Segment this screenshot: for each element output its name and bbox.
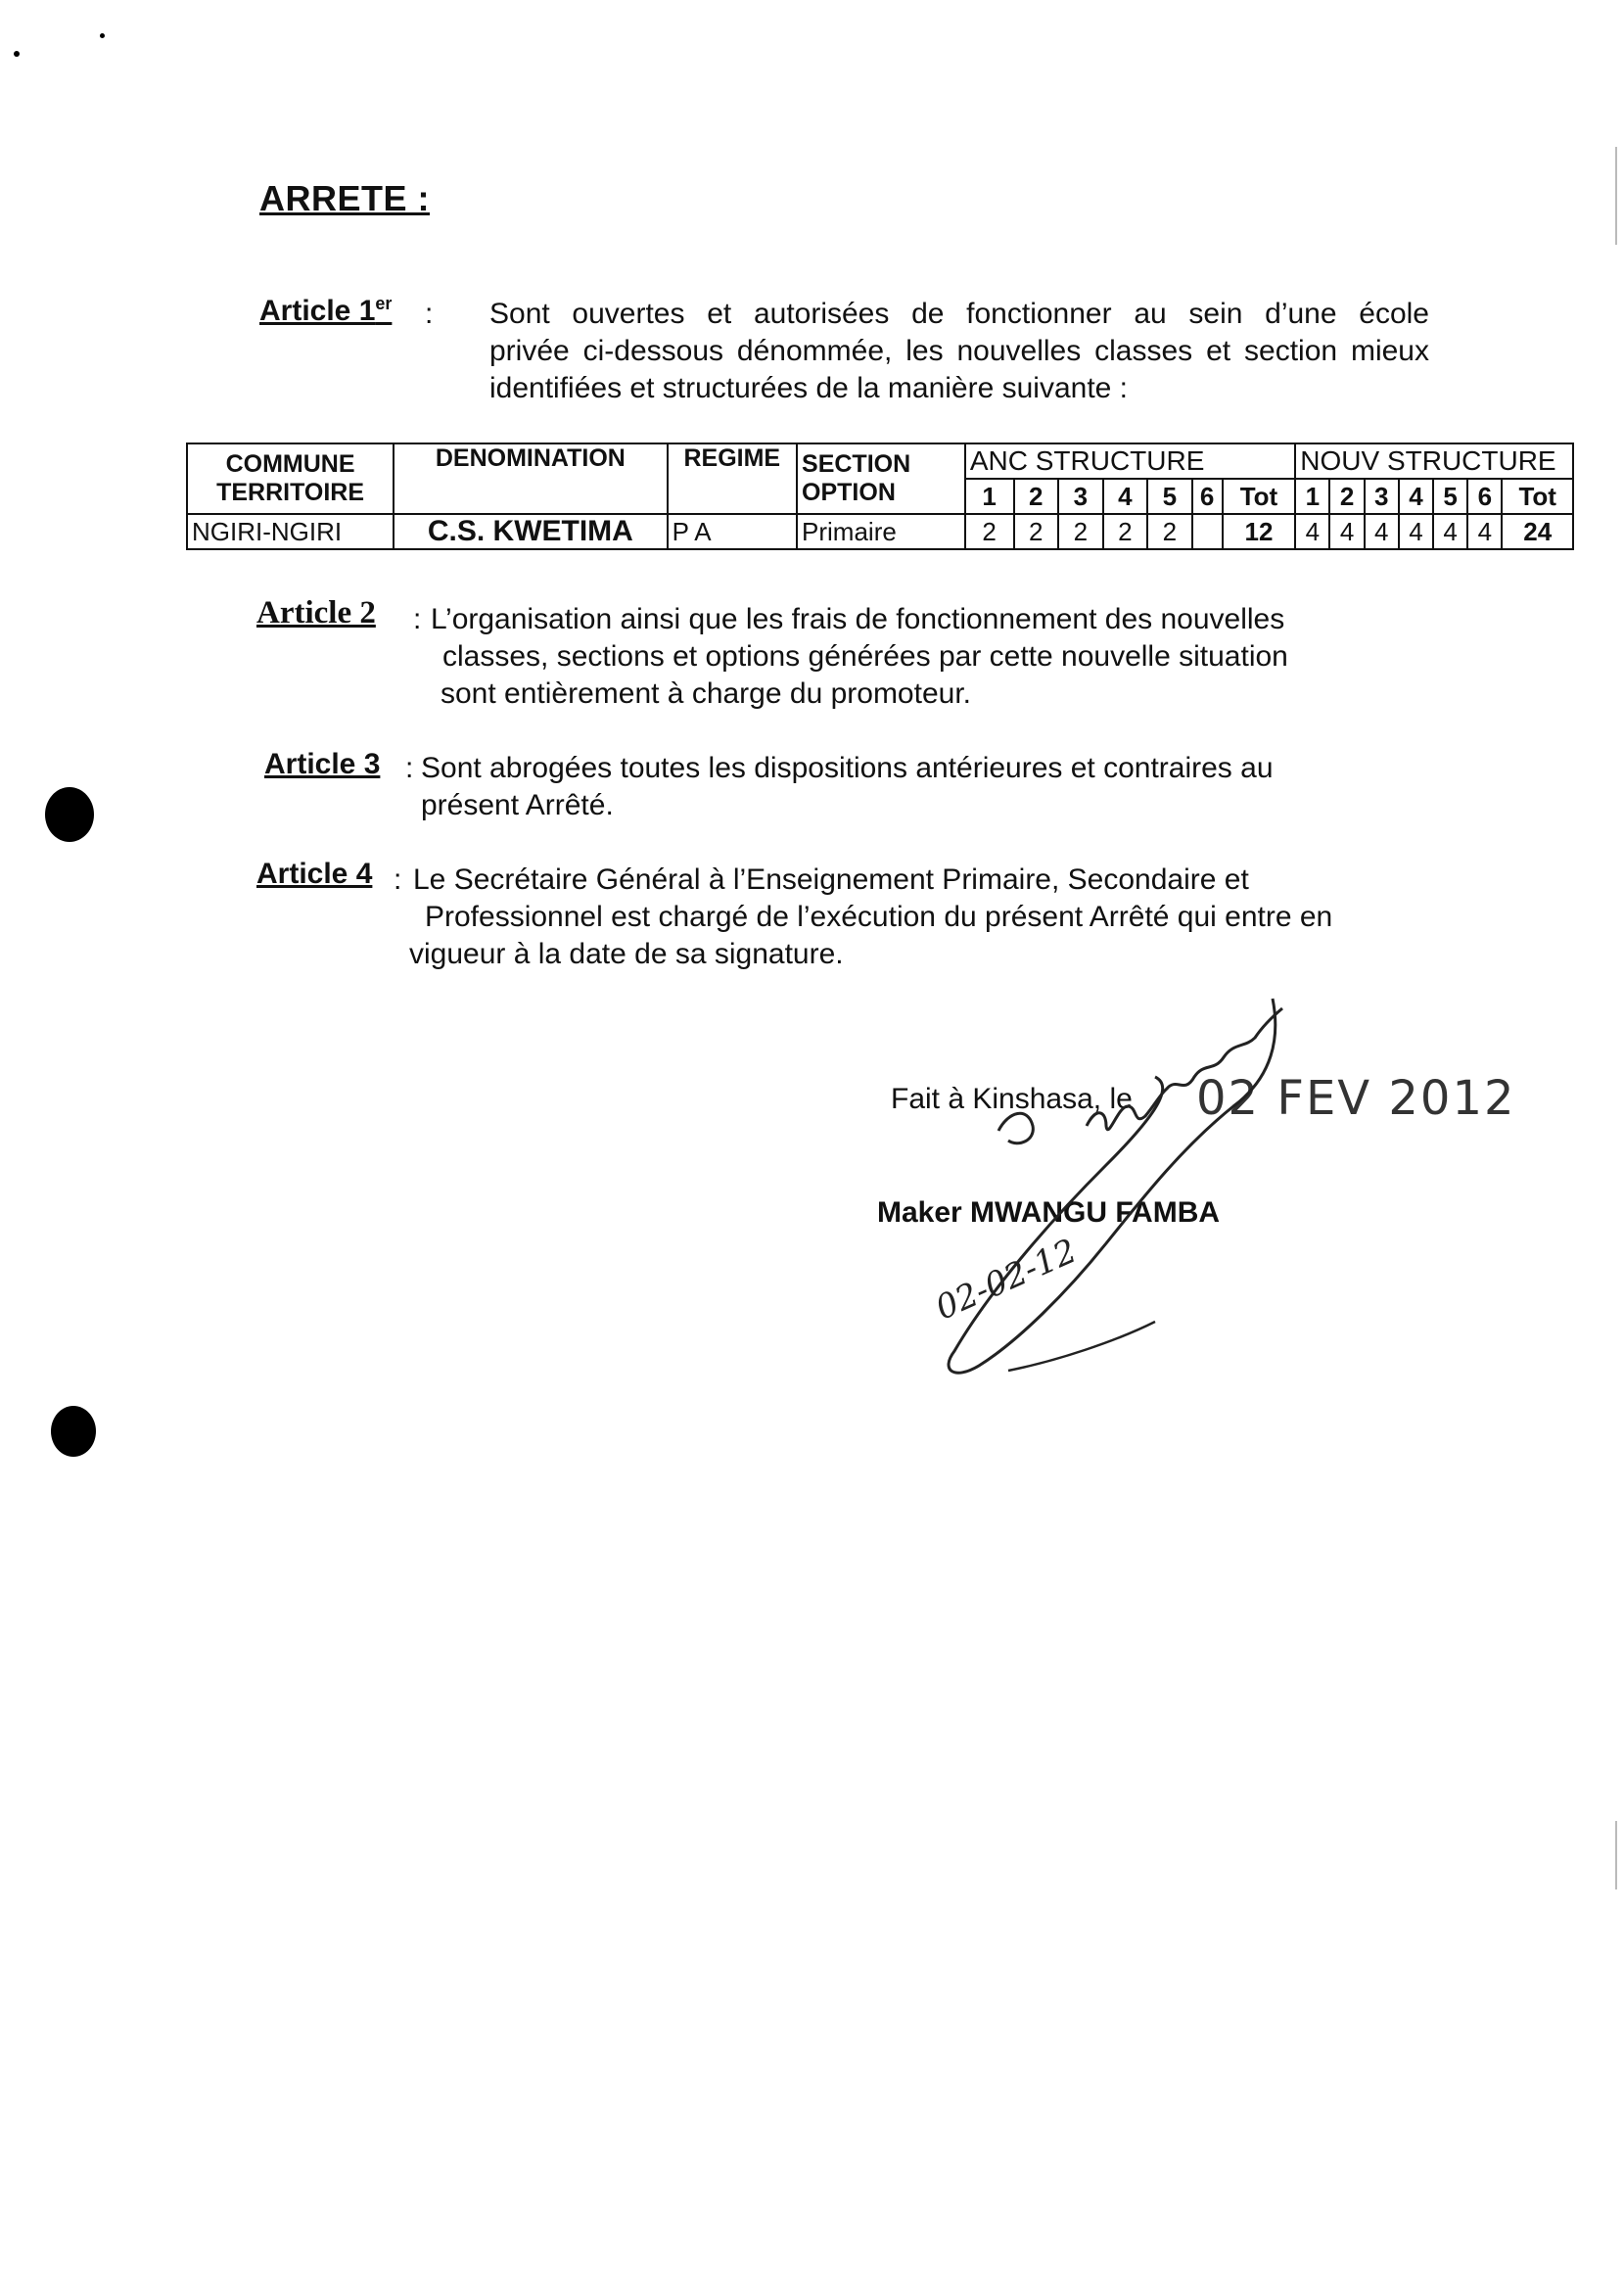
cell-nouv: 4 <box>1467 514 1502 549</box>
anc-col: 4 <box>1103 479 1148 514</box>
document-title: ARRETE : <box>259 178 430 218</box>
cell-anc: 2 <box>965 514 1014 549</box>
article-1-line: identifiées et structurées de la manière suivante : <box>489 372 1129 404</box>
article-1-label-text: Article 1 <box>259 295 376 327</box>
article-2-line: sont entièrement à charge du promoteur. <box>441 677 971 710</box>
table-row <box>187 514 1573 549</box>
cell-denomination: C.S. KWETIMA <box>394 514 667 549</box>
article-3-colon: : <box>405 752 414 784</box>
scan-edge <box>1615 147 1617 245</box>
article-4-line: vigueur à la date de sa signature. <box>409 938 844 970</box>
cell-nouv: 4 <box>1329 514 1364 549</box>
article-4-line: Le Secrétaire Général à l’Enseignement Primaire, Secondaire et <box>413 863 1249 896</box>
scan-edge <box>1615 1821 1617 1889</box>
article-1-label <box>259 294 392 328</box>
anc-col: 5 <box>1147 479 1192 514</box>
anc-col: 6 <box>1192 479 1223 514</box>
signatory-name: Maker MWANGU FAMBA <box>877 1196 1221 1229</box>
article-2-colon: : <box>413 603 422 635</box>
anc-col: 1 <box>965 479 1014 514</box>
cell-commune: NGIRI-NGIRI <box>187 514 394 549</box>
article-2-line: classes, sections et options générées par cette nouvelle situation <box>442 640 1288 673</box>
structure-table <box>186 443 1574 550</box>
cell-regime: P A <box>668 514 797 549</box>
article-1-line: privée ci-dessous dénommée, les nouvelles classes et section mieux <box>489 335 1429 367</box>
nouv-col-total: Tot <box>1502 479 1573 514</box>
header-nouv-structure: NOUV STRUCTURE <box>1295 443 1573 479</box>
scan-mark <box>100 33 105 38</box>
article-4-label: Article 4 <box>256 858 373 890</box>
cell-anc <box>1192 514 1223 549</box>
nouv-col: 5 <box>1433 479 1467 514</box>
article-1-colon: : <box>425 298 434 330</box>
cell-section: Primaire <box>797 514 965 549</box>
article-3-label: Article 3 <box>264 748 381 780</box>
anc-col-total: Tot <box>1223 479 1296 514</box>
header-section: SECTION OPTION <box>797 443 965 514</box>
article-3-body <box>421 750 1274 824</box>
nouv-col: 4 <box>1399 479 1433 514</box>
article-4-line: Professionnel est chargé de l’exécution du présent Arrêté qui entre en <box>425 901 1333 933</box>
cell-nouv: 4 <box>1295 514 1329 549</box>
header-commune: COMMUNE TERRITOIRE <box>187 443 394 514</box>
article-4-colon: : <box>394 863 402 896</box>
scan-mark <box>14 51 20 57</box>
signature-place: Fait à Kinshasa, le <box>891 1083 1133 1115</box>
cell-anc: 2 <box>1058 514 1103 549</box>
nouv-col: 3 <box>1365 479 1399 514</box>
article-1-line: Sont ouvertes et autorisées de fonctionner au sein d’une école <box>489 298 1429 330</box>
header-anc-structure: ANC STRUCTURE <box>965 443 1295 479</box>
cell-anc-total: 12 <box>1223 514 1296 549</box>
cell-nouv: 4 <box>1433 514 1467 549</box>
article-1-body <box>489 296 1429 407</box>
anc-col: 2 <box>1014 479 1059 514</box>
header-regime: REGIME <box>668 443 797 514</box>
article-2-body <box>431 601 1288 713</box>
nouv-col: 2 <box>1329 479 1364 514</box>
article-4-body <box>409 862 1332 973</box>
punch-hole <box>51 1406 96 1457</box>
article-3-line: Sont abrogées toutes les dispositions antérieures et contraires au <box>421 752 1274 784</box>
handwritten-date: 02-02-12 <box>930 1231 1083 1329</box>
date-stamp: 02 FEV 2012 <box>1196 1071 1516 1126</box>
punch-hole <box>45 787 94 842</box>
header-denomination: DENOMINATION <box>394 443 667 514</box>
cell-nouv: 4 <box>1399 514 1433 549</box>
article-1-label-sup: er <box>375 294 393 313</box>
article-3-line: présent Arrêté. <box>421 789 614 821</box>
cell-anc: 2 <box>1014 514 1059 549</box>
article-2-label: Article 2 <box>256 595 376 630</box>
cell-anc: 2 <box>1147 514 1192 549</box>
anc-col: 3 <box>1058 479 1103 514</box>
handwritten-signature <box>861 979 1410 1390</box>
cell-anc: 2 <box>1103 514 1148 549</box>
nouv-col: 1 <box>1295 479 1329 514</box>
article-2-line: L’organisation ainsi que les frais de fonctionnement des nouvelles <box>431 603 1285 635</box>
nouv-col: 6 <box>1467 479 1502 514</box>
cell-nouv: 4 <box>1365 514 1399 549</box>
cell-nouv-total: 24 <box>1502 514 1573 549</box>
